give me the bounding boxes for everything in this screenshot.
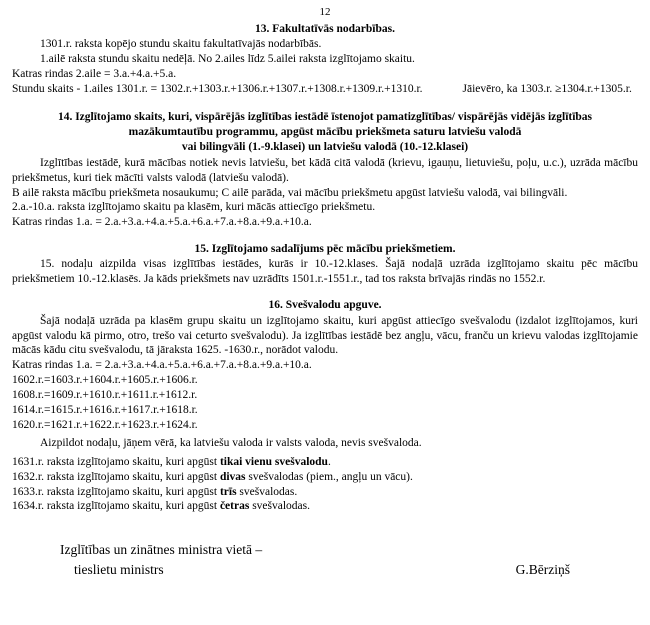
section-16 — [12, 298, 638, 514]
section-16-note: Aizpildot nodaļu, jāņem vērā, ka latviešu valoda ir valsts valoda, nevis svešvaloda. — [40, 437, 422, 450]
section-16-item-3-post: svešvalodas. — [236, 485, 298, 498]
section-16-item-1-bold: tikai vienu svešvalodu — [219, 456, 328, 469]
section-16-item-3 — [12, 485, 638, 500]
section-16-item-1-post: . — [327, 456, 331, 469]
section-16-formula-1: 1602.r.=1603.r.+1604.r.+1605.r.+1606.r. — [12, 373, 198, 386]
section-16-item-2-bold: divas — [219, 470, 246, 483]
section-14-paragraph-4: Katras rindas 1.a. = 2.a.+3.a.+4.a.+5.a.+6.a.+7.a.+8.a.+9.a.+10.a. — [12, 215, 312, 228]
signature-name: G.Bērziņš — [515, 561, 570, 577]
signature-title-line-1: Izglītības un zinātnes ministra vietā – — [60, 542, 263, 558]
section-14-heading-line-2: mazākumtautību programmu, apgūst mācību priekšmeta saturu latviešu valodā — [128, 126, 522, 139]
section-14-paragraph-3: 2.a.-10.a. raksta izglītojamo skaitu pa klasēm, kuri mācās attiecīgo priekšmetu. — [12, 201, 376, 214]
section-16-heading: 16. Svešvalodu apguve. — [268, 299, 382, 312]
section-15-heading: 15. Izglītojamo sadalījums pēc mācību priekšmetiem. — [194, 242, 456, 255]
section-15-paragraph-1: 15. nodaļu aizpilda visas izglītības iestādes, kurās ir 10.-12.klases. Šajā nodaļā uzrāda izglītojamo skaitu pēc mācību priekšmetiem 10.-12.klasēs. Ja kāds priekšmets nav uzrādīts 1501.r.-1551.r., tad tos raksta brīvajās rindās no 1552.r. — [12, 258, 638, 285]
section-13-formula-note: Jāievēro, ka 1303.r. ≥1304.r.+1305.r. — [462, 82, 632, 95]
section-14-paragraph-1: Izglītības iestādē, kurā mācības notiek nevis latviešu, bet kādā citā valodā (krievu, igauņu, lietuviešu, poļu, u.c.), uzrāda mācību priekšmetus, kuri tiek mācīti valsts valodā (latviešu valodā). — [12, 157, 638, 184]
section-16-item-2-pre: 1632.r. raksta izglītojamo skaitu, kuri apgūst — [12, 470, 220, 483]
section-14 — [12, 110, 638, 229]
signature-block — [12, 540, 638, 579]
section-16-item-1 — [12, 455, 638, 470]
section-16-formula-3: 1614.r.=1615.r.+1616.r.+1617.r.+1618.r. — [12, 403, 198, 416]
section-14-paragraph-2: B ailē raksta mācību priekšmeta nosaukumu; C ailē parāda, vai mācību priekšmetu apgūst latviešu valodā, vai bilingvāli. — [12, 186, 568, 199]
section-16-item-4 — [12, 499, 638, 514]
document-content — [0, 22, 650, 579]
signature-title-line-2 — [60, 560, 598, 580]
page-number: 12 — [319, 6, 331, 18]
section-16-item-3-pre: 1633.r. raksta izglītojamo skaitu, kuri apgūst — [12, 485, 220, 498]
section-16-item-2 — [12, 470, 638, 485]
section-14-heading — [12, 110, 638, 155]
signature-role: tieslietu ministrs — [74, 561, 164, 577]
section-13-paragraph-2: 1.ailē raksta stundu skaitu nedēļā. No 2.ailes līdz 5.ailei raksta izglītojamo skaitu. — [40, 53, 415, 66]
section-16-formula-4: 1620.r.=1621.r.+1622.r.+1623.r.+1624.r. — [12, 418, 198, 431]
section-13-heading: 13. Fakultatīvās nodarbības. — [255, 23, 395, 35]
section-16-item-2-post: svešvalodas (piem., angļu un vācu). — [245, 470, 413, 483]
section-14-heading-line-3: vai bilingvāli (1.-9.klasei) un latviešu valodā (10.-12.klasei) — [181, 141, 469, 154]
section-13-paragraph-3: Katras rindas 2.aile = 3.a.+4.a.+5.a. — [12, 67, 177, 80]
section-16-formula-2: 1608.r.=1609.r.+1610.r.+1611.r.+1612.r. — [12, 388, 198, 401]
section-16-item-4-bold: četras — [219, 500, 250, 513]
section-16-formula-list — [12, 373, 638, 433]
section-16-item-4-post: svešvalodas. — [249, 500, 310, 513]
section-13-formula-left: Stundu skaits - 1.ailes 1301.r. = 1302.r.+1303.r.+1306.r.+1307.r.+1308.r.+1309.r.+1310.r. — [12, 82, 423, 95]
section-13-formula-row — [12, 82, 638, 97]
section-16-paragraph-1: Šajā nodaļā uzrāda pa klasēm grupu skaitu un izglītojamo skaitu, kuri apgūst attiecīgo svešvalodu (izdalot izglītojamos, kuri apgūst valodu kā pirmo, otro, trešo vai ceturto svešvalodu). Ja izglītības iestādē bez angļu, vācu, franču un krievu valodas izglītojamie mācās kādu citu svešvalodu, tā jāraksta 1625. -1630.r., norādot valodu. — [12, 314, 638, 357]
section-16-item-1-pre: 1631.r. raksta izglītojamo skaitu, kuri apgūst — [12, 456, 220, 469]
document-page — [0, 6, 650, 625]
section-16-item-3-bold: trīs — [219, 485, 237, 498]
section-13-paragraph-1: 1301.r. raksta kopējo stundu skaitu fakultatīvajās nodarbībās. — [40, 38, 322, 51]
section-14-heading-line-1: 14. Izglītojamo skaits, kuri, vispārējās izglītības iestādē īstenojot pamatizglītības/ vispārējās vidējās izglītības — [57, 111, 593, 124]
section-13 — [12, 22, 638, 96]
section-15 — [12, 242, 638, 287]
section-16-item-4-pre: 1634.r. raksta izglītojamo skaitu, kuri apgūst — [12, 500, 220, 513]
section-16-paragraph-2: Katras rindas 1.a. = 2.a.+3.a.+4.a.+5.a.+6.a.+7.a.+8.a.+9.a.+10.a. — [12, 359, 312, 371]
